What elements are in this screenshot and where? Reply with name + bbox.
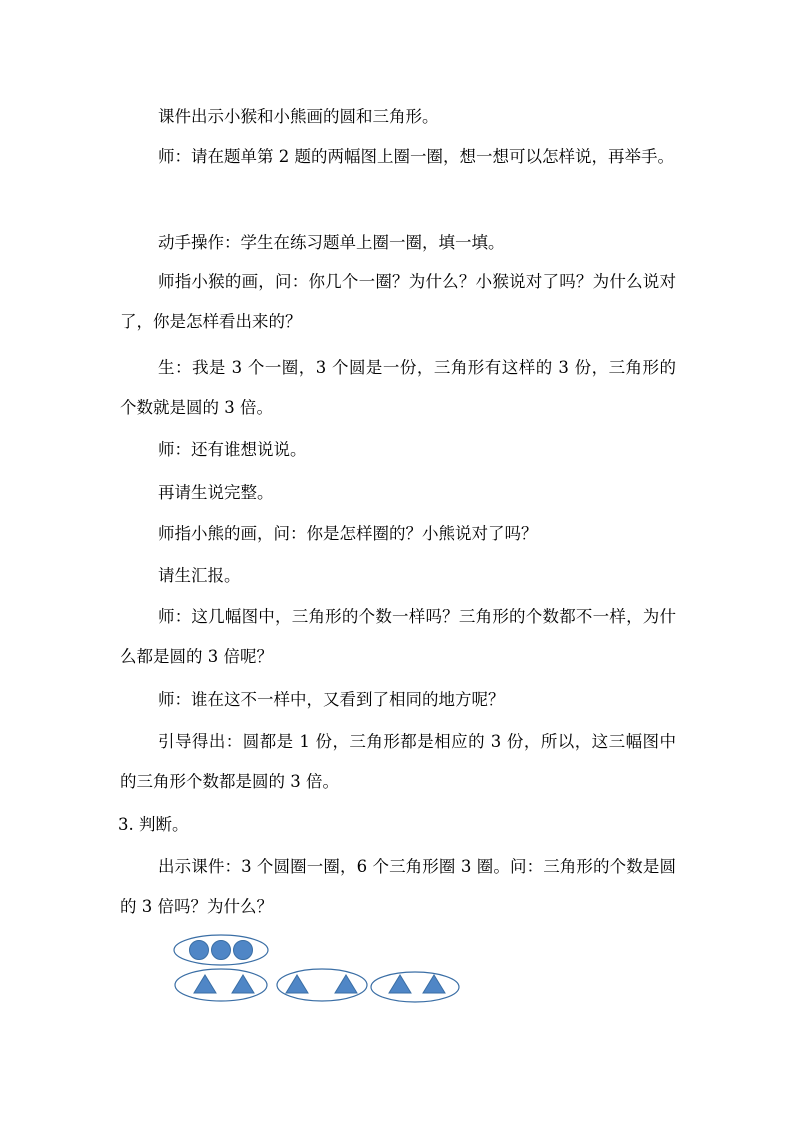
triangle-group-loop xyxy=(371,972,459,1002)
paragraph-9: 请生汇报。 xyxy=(158,566,241,585)
paragraph-12: 引导得出：圆都是 1 份，三角形都是相应的 3 份，所以，这三幅图中的三角形个数都是圆的 3 倍。 xyxy=(120,732,676,791)
paragraph-3: 动手操作：学生在练习题单上圈一圈，填一填。 xyxy=(158,233,505,252)
triangle xyxy=(232,975,254,993)
circle xyxy=(234,941,253,960)
paragraph-7: 再请生说完整。 xyxy=(158,483,274,502)
section-heading-judge: 3. 判断。 xyxy=(118,815,189,834)
paragraph-10: 师：这几幅图中，三角形的个数一样吗？三角形的个数都不一样，为什么都是圆的 3 倍呢？ xyxy=(120,607,676,666)
circle xyxy=(190,941,209,960)
triangle xyxy=(335,975,357,993)
paragraph-5: 生：我是 3 个一圈，3 个圆是一份，三角形有这样的 3 份，三角形的个数就是圆的 3 倍。 xyxy=(120,358,676,417)
paragraph-4: 师指小猴的画，问：你几个一圈？为什么？小猴说对了吗？为什么说对了，你是怎样看出来的？ xyxy=(120,272,676,331)
paragraph-8: 师指小熊的画，问：你是怎样圈的？小熊说对了吗？ xyxy=(158,524,538,543)
circles-triangles-figure xyxy=(170,932,470,1007)
triangle xyxy=(423,975,445,993)
paragraph-11: 师：谁在这不一样中，又看到了相同的地方呢？ xyxy=(158,690,505,709)
paragraph-6: 师：还有谁想说说。 xyxy=(158,440,307,459)
triangle xyxy=(286,975,308,993)
paragraph-2: 师：请在题单第 2 题的两幅图上圈一圈，想一想可以怎样说，再举手。 xyxy=(158,147,674,166)
circle xyxy=(212,941,231,960)
triangle-group-loop xyxy=(175,969,267,1001)
triangle xyxy=(389,975,411,993)
judge-paragraph: 出示课件：3 个圆圈一圈，6 个三角形圈 3 圈。问：三角形的个数是圆的 3 倍吗？为什么？ xyxy=(120,857,676,916)
triangle xyxy=(194,975,216,993)
paragraph-1: 课件出示小猴和小熊画的圆和三角形。 xyxy=(158,107,439,126)
